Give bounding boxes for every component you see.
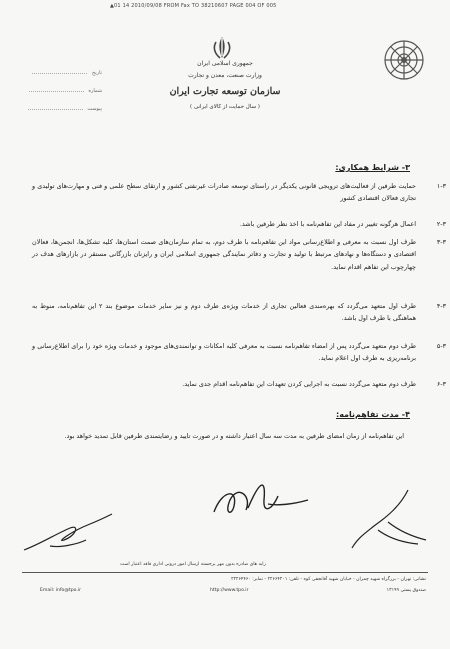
date-label: تاریخ <box>92 70 102 76</box>
section-4-text: این تفاهم‌نامه از زمان امضای طرفین به مدت سه سال اعتبار داشته و در صورت تایید و رضایتمندی طرفین قابل تمدید خواهد بود. <box>64 432 404 440</box>
footer-address: نشانی: تهران - بزرگراه شهید چمران - خیابان شهید آقانجفی کوه - تلفن: ۲۲۶۶۴۲۰۱ - نمابر: ۲۲۲۶۴۴۶۰ <box>231 577 426 582</box>
section-3-title: ۳- شرایط همکاری: <box>335 163 410 172</box>
clause-3-1 <box>32 180 446 205</box>
clause-number: ۳-۳ <box>436 238 446 246</box>
clause-number: ۵-۳ <box>436 342 446 350</box>
footer-divider <box>22 572 428 573</box>
footer-email[interactable]: Email: info@tpo.ir <box>40 588 82 593</box>
attachment-label: پیوست <box>87 106 102 112</box>
footer-postal: صندوق پستی ۱۳۱۹۹ <box>386 588 426 593</box>
clause-number: ۲-۳ <box>436 220 446 228</box>
clause-3-5 <box>32 340 446 365</box>
date-field <box>22 70 102 76</box>
clause-number: ۱-۳ <box>436 182 446 190</box>
header-ministry: وزارت صنعت، معدن و تجارت <box>188 72 262 79</box>
header-country: جمهوری اسلامی ایران <box>197 60 253 67</box>
tpo-logo-icon <box>382 38 426 82</box>
section-4-title: ۴- مدت تفاهم‌نامه: <box>336 410 410 419</box>
number-field <box>22 88 102 94</box>
footer-website[interactable]: http://www.tpo.ir <box>210 588 249 593</box>
header-org-name: سازمان توسعه تجارت ایران <box>169 86 281 97</box>
attachment-field <box>22 106 102 112</box>
signature-left <box>20 510 115 558</box>
clause-number: ۴-۳ <box>436 302 446 310</box>
clause-text: طرف دوم متعهد می‌گردد پس از امضاء تفاهم‌نامه نسبت به معرفی کلیه امکانات و توانمندی‌های موجود و خدمات ویژه خود را برای اطلاع‌رسانی و برنامه‌ریزی به طرف اول اعلام نماید. <box>32 342 416 363</box>
fax-header: ▲01 14 2010/09/08 FROM Fax TO 38210607 PAGE 004 OF 005 <box>110 3 277 9</box>
clause-text: حمایت طرفین از فعالیت‌های ترویجی قانونی یکدیگر در راستای توسعه صادرات غیرنفتی کشور و ارتقای سطح علمی و فنی و مهارت‌های تولیدی و تجاری فعالان اقتصادی کشور <box>32 182 416 203</box>
clause-3-6 <box>32 378 446 390</box>
signature-center <box>208 470 313 530</box>
clause-text: اعمال هرگونه تغییر در مفاد این تفاهم‌نامه با اخذ نظر طرفین باشد. <box>239 220 416 228</box>
clause-3-3 <box>32 236 446 273</box>
clause-text: طرف دوم متعهد می‌گردد نسبت به اجرایی کردن تعهدات این تفاهم‌نامه اقدام جدی نماید. <box>182 380 416 388</box>
header-year-motto: ( سال حمایت از کالای ایرانی ) <box>190 104 260 110</box>
clause-3-4 <box>32 300 446 325</box>
footer-note: رابه های صادره بدون مهر برجسته ارسال امور درونی اداری فاقد اعتبار است <box>120 562 266 567</box>
number-label: شماره <box>88 88 102 94</box>
clause-number: ۶-۳ <box>436 380 446 388</box>
signature-right <box>338 486 438 556</box>
clause-text: طرف اول نسبت به معرفی و اطلاع‌رسانی مواد این تفاهم‌نامه با طرف دوم، به تمام سازمان‌های صمت استان‌ها، کلیه تشکل‌ها، انجمن‌ها، فعالان اقتصادی و دستگاه‌ها و نهادهای مرتبط با تولید و تجارت و دفاتر نمایندگی جمهوری اسلامی ایران و رایزنان بازرگانی مستقر در بازارهای هدف در چهارچوب این تفاهم اقدام نماید. <box>32 238 416 271</box>
clause-text: طرف اول متعهد می‌گردد که بهره‌مندی فعالین تجاری از خدمات ویژه‌ی طرف دوم و نیز سایر خدمات موضوع بند ۲ این تفاهم‌نامه، منوط به هماهنگی با طرف اول باشد. <box>32 302 416 323</box>
clause-3-2 <box>32 218 446 230</box>
iran-emblem-icon <box>208 34 236 62</box>
